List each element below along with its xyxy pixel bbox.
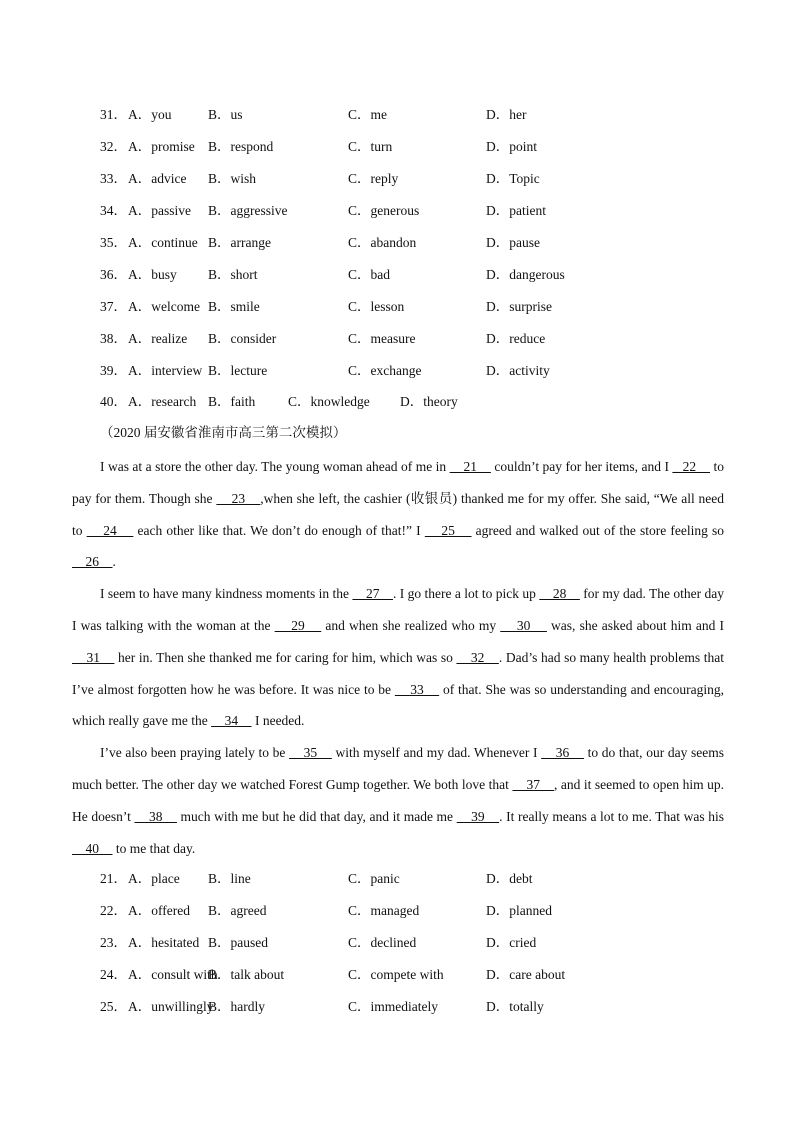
option-c: C．abandon <box>348 235 417 250</box>
option-c: C．exchange <box>348 363 422 378</box>
option-a: A．offered <box>128 903 190 918</box>
option-b: B．hardly <box>208 999 265 1014</box>
answer-blank: 25 <box>424 522 472 538</box>
option-a: A．hesitated <box>128 935 200 950</box>
option-a: A．promise <box>128 139 195 154</box>
option-c: C．declined <box>348 935 417 950</box>
question-number: 25． <box>100 999 127 1014</box>
answer-blank: 35 <box>289 745 332 761</box>
answer-blank: 31 <box>72 649 115 665</box>
passage-text: her in. Then she thanked me for caring for him, which was so <box>114 649 457 665</box>
passage-text: . <box>112 554 116 570</box>
passage-text: . Dad’s had so many health problems that I’ve almost forgotten how he was before. It was nice to be <box>72 649 724 697</box>
passage-text: I needed. <box>251 713 305 729</box>
passage-text: to me that day. <box>112 840 196 856</box>
answer-blank: 27 <box>352 586 393 602</box>
option-d: D．planned <box>486 903 552 918</box>
question-number: 38． <box>100 331 127 346</box>
option-d: D．point <box>486 139 538 154</box>
option-d: D．dangerous <box>486 267 565 282</box>
question-number: 36． <box>100 267 127 282</box>
option-c: C．immediately <box>348 999 438 1014</box>
answer-blank: _ 22 <box>672 459 711 474</box>
option-c: C．managed <box>348 903 420 918</box>
option-a: A．interview <box>128 363 203 378</box>
option-d: D．surprise <box>486 299 552 314</box>
cloze-passage <box>72 451 724 864</box>
option-d: D．pause <box>486 235 540 250</box>
question-number: 24． <box>100 967 127 982</box>
option-d: D．cried <box>486 935 537 950</box>
option-d: D．her <box>486 107 527 122</box>
option-b: B．talk about <box>208 967 285 982</box>
answer-blank: 39 <box>456 808 500 824</box>
option-a: A．consult with <box>128 967 218 982</box>
passage-text: . It really means a lot to me. That was his <box>499 808 725 824</box>
answer-blank: 37 <box>512 776 554 792</box>
passage-text: much with me but he did that day, and it made me <box>176 808 457 824</box>
option-c: C．measure <box>348 331 416 346</box>
passage-text: to do that, our day seems much better. The other day we watched Forest Gump together. We both love that <box>72 745 725 792</box>
option-a: A．place <box>128 871 180 886</box>
option-a: A．continue <box>128 235 198 250</box>
option-c: C．reply <box>348 171 399 186</box>
option-b: B．arrange <box>208 235 271 250</box>
passage-text: with myself and my dad. Whenever I <box>331 745 542 761</box>
option-b: B．faith <box>208 394 256 409</box>
option-d: D．reduce <box>486 331 546 346</box>
passage-text: couldn’t pay for her items, and I <box>490 459 673 474</box>
passage-paragraph <box>72 737 724 864</box>
option-c: C．turn <box>348 139 393 154</box>
passage-text: and when she realized who my <box>321 617 501 633</box>
option-b: B．paused <box>208 935 268 950</box>
option-b: B．aggressive <box>208 203 288 218</box>
option-b: B．short <box>208 267 258 282</box>
answer-blank: 28 <box>539 586 580 602</box>
option-b: B．line <box>208 871 251 886</box>
option-b: B．agreed <box>208 903 267 918</box>
option-d: D．activity <box>486 363 550 378</box>
passage-text: ,when she left, the cashier (收银员) thanked me for my offer. She said, “We all need to <box>72 490 724 538</box>
passage-source: （2020 届安徽省淮南市高三第二次模拟） <box>100 425 347 440</box>
answer-blank: 32 <box>456 649 499 665</box>
question-number: 21． <box>100 871 127 886</box>
question-number: 31． <box>100 107 127 122</box>
question-number: 32． <box>100 139 127 154</box>
question-number: 37． <box>100 299 127 314</box>
option-c: C．lesson <box>348 299 405 314</box>
option-c: C．bad <box>348 267 390 282</box>
passage-text: agreed and walked out of the store feeling so <box>471 522 725 538</box>
option-c: C．compete with <box>348 967 444 982</box>
option-c: C．panic <box>348 871 400 886</box>
passage-text: each other like that. We don’t do enough of that!” I <box>133 522 425 538</box>
option-d: D．debt <box>486 871 533 886</box>
option-b: B．consider <box>208 331 277 346</box>
answer-blank: 26 <box>72 554 113 570</box>
answer-blank: 24 <box>86 522 134 538</box>
passage-text: I was at a store the other day. The young woman ahead of me in <box>100 459 450 474</box>
question-number: 39． <box>100 363 127 378</box>
question-number: 22． <box>100 903 127 918</box>
question-number: 34． <box>100 203 127 218</box>
answer-blank: 38 <box>134 808 177 824</box>
passage-text: I’ve also been praying lately to be <box>100 745 290 761</box>
answer-blank: 21 <box>449 459 491 474</box>
option-a: A．unwillingly <box>128 999 214 1014</box>
question-number: 35． <box>100 235 127 250</box>
answer-blank: 40 <box>72 840 113 856</box>
passage-paragraph <box>72 451 724 578</box>
answer-blank: 36 <box>541 745 584 761</box>
answer-blank: 30 <box>500 617 547 633</box>
question-number: 23． <box>100 935 127 950</box>
passage-text: of that. She was so understanding and encouraging, which really gave me the <box>72 681 725 729</box>
option-b: B．wish <box>208 171 257 186</box>
option-a: A．advice <box>128 171 187 186</box>
passage-text: was, she asked about him and I <box>546 617 725 633</box>
option-c: C．generous <box>348 203 420 218</box>
option-a: A．realize <box>128 331 188 346</box>
option-c: C．knowledge <box>288 394 370 409</box>
option-d: D．theory <box>400 394 458 409</box>
passage-text: to pay for them. Though she <box>72 459 724 506</box>
option-d: D．totally <box>486 999 544 1014</box>
option-b: B．smile <box>208 299 260 314</box>
option-b: B．lecture <box>208 363 268 378</box>
passage-text: I seem to have many kindness moments in the <box>100 586 353 602</box>
option-b: B．respond <box>208 139 274 154</box>
question-number: 33． <box>100 171 127 186</box>
option-d: D．Topic <box>486 171 540 186</box>
option-a: A．passive <box>128 203 191 218</box>
passage-text: , and it seemed to open him up. He doesn’t <box>72 776 725 824</box>
option-a: A．you <box>128 107 172 122</box>
option-a: A．research <box>128 394 197 409</box>
passage-text: . I go there a lot to pick up <box>393 586 540 602</box>
answer-blank: 23 <box>216 490 261 506</box>
question-number: 40． <box>100 394 127 409</box>
passage-text: for my dad. The other day I was talking with the woman at the <box>72 586 725 633</box>
answer-blank: 33 <box>394 681 440 697</box>
option-b: B．us <box>208 107 243 122</box>
option-d: D．care about <box>486 967 566 982</box>
option-a: A．welcome <box>128 299 200 314</box>
option-c: C．me <box>348 107 387 122</box>
answer-blank: 34 <box>211 713 252 729</box>
answer-blank: 29 <box>274 617 322 633</box>
option-d: D．patient <box>486 203 546 218</box>
passage-paragraph <box>72 578 724 737</box>
option-a: A．busy <box>128 267 177 282</box>
